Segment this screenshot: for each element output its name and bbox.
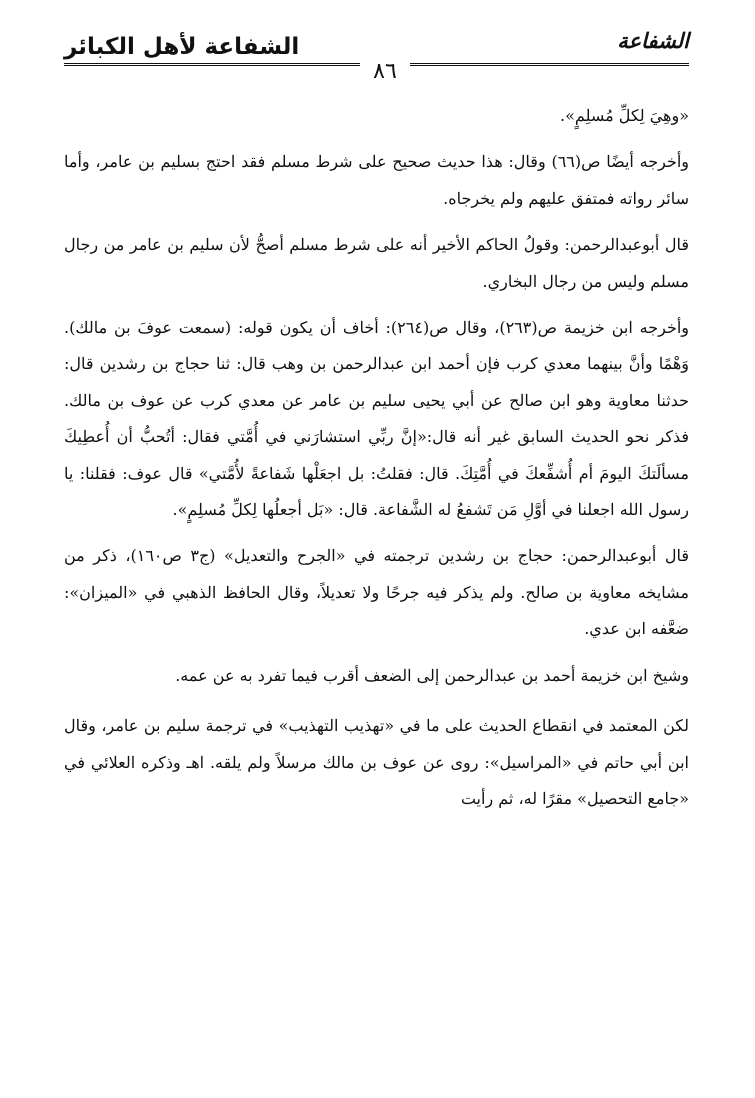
paragraph-author-note-1: قال أبوعبدالرحمن: وقولُ الحاكم الأخير أنه على شرط مسلم أصحُّ لأن سليم بن عامر من رجال مسلم وليس من رجال البخاري. [64,235,689,291]
body-text [64,98,689,827]
paragraph-inqita: لكن المعتمد في انقطاع الحديث على ما في «تهذيب التهذيب» في ترجمة سليم بن عامر، وقال ابن أبي حاتم في «المراسيل»: روى عن عوف بن مالك مرسلاً ولم يلقه. اهـ وذكره العلائي في «جامع التحصيل» مقرًا له، ثم رأيت [64,716,690,808]
chapter-logo: الشفاعة [617,28,689,53]
paragraph-shaykh-note: وشيخ ابن خزيمة أحمد بن عبدالرحمن إلى الضعف أقرب فيما تفرد به عن عمه. [175,665,689,685]
book-title: الشفاعة لأهل الكبائر [64,34,300,60]
paragraph-author-note-2: قال أبوعبدالرحمن: حجاج بن رشدين ترجمته في «الجرح والتعديل» (ج٣ ص١٦٠)، ذكر من مشايخه معاوية بن صالح. ولم يذكر فيه جرحًا ولا تعديلاً، وقال الحافظ الذهبي في «الميزان»: ضعَّفه ابن عدي. [64,546,689,639]
paragraph-ibn-khuzaymah: وأخرجه ابن خزيمة ص(٢٦٣)، وقال ص(٢٦٤): أخاف أن يكون قوله: (سمعت عوفَ بن مالك). وَهْمًا وأنَّ بينهما معدي كرب فإن أحمد ابن عبدالرحمن بن وهب قال: ثنا حجاج بن رشدين قال: حدثنا معاوية وهو ابن صالح عن أبي يحيى سليم بن عامر عن معدي كرب عن عوف بن مالك. فذكر نحو الحديث السابق غير أنه قال:«إنَّ ربِّي استشارَني في أُمَّتي فقال: أتُحبُّ أن أُعطِيكَ مسألَتكَ اليومَ أم أُشفِّعكَ في أُمَّتِكَ. قال: فقلتُ: بل اجعَلْها شَفاعةً لأُمَّتي» قال عوف: فقلنا: يا رسول الله اجعلنا في أوَّلِ مَن تَشفعُ له الشَّفاعة. قال: «بَل أجعلُها لِكلِّ مُسلِمٍ». [64,318,690,520]
paragraph-hakim-report: وأخرجه أيضًا ص(٦٦) وقال: هذا حديث صحيح على شرط مسلم فقد احتج بسليم بن عامر، وأما سائر رواته فمتفق عليهم ولم يخرجاه. [64,152,690,208]
page-number: ٨٦ [360,60,410,84]
paragraph-hadith-end: «وهِيَ لِكلِّ مُسلِمٍ». [560,106,689,125]
